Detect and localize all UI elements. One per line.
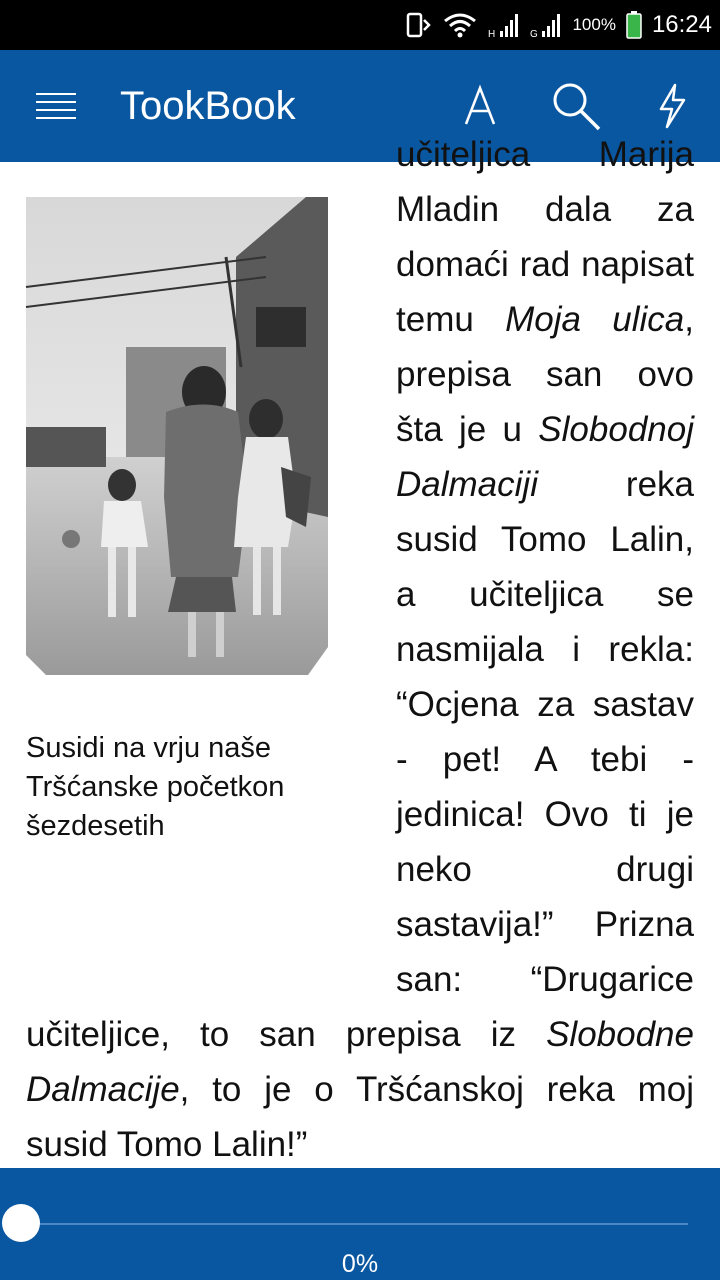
search-icon [550,80,602,132]
caption-line: Susidi na vrju naše [26,732,272,764]
progress-label: 0% [341,1250,379,1278]
svg-text:H: H [488,29,496,40]
progress-slider[interactable] [20,1223,688,1225]
font-size-icon [460,84,500,128]
text-segment: učiteljica Marija Mladin dala za domaći rad napisat temu [396,135,694,339]
caption-line: Tršćanske početkon [26,771,285,803]
signal-g-icon [530,11,562,39]
status-icons [404,0,712,50]
book-text [26,127,694,1172]
bottom-bar [0,1168,720,1280]
app-title: TookBook [120,84,296,128]
caption-line: šezdesetih [26,810,165,842]
photo [26,197,328,675]
battery-percent: 100% [572,15,616,34]
text-segment: , to je o Tršćanskoj reka moj susid Tomo Lalin!” [26,1070,694,1164]
flash-icon [655,83,689,129]
progress-slider-thumb[interactable] [2,1204,40,1242]
figure-caption [26,729,346,846]
text-segment: , prepisa san ovo šta je u [396,300,694,449]
svg-text:G: G [530,29,539,40]
menu-button[interactable] [28,82,84,130]
status-bar [0,0,720,50]
wifi-icon [442,11,478,39]
reader-content[interactable] [0,135,720,1168]
text-italic: Moja ulica [505,300,685,339]
text-italic: Slobodnoj Dalmaciji [396,410,694,504]
signal-h-icon [488,11,520,39]
clock: 16:24 [651,11,712,38]
phone-vibrate-icon [404,11,432,39]
text-italic: Slobodne Dalmacije [26,1015,694,1109]
text-segment: reka susid Tomo Lalin, a učiteljica se nasmijala i rekla: “Ocjena za sastav - pet! A tebi - jedinica! Ovo ti je neko drugi sastavija!” Prizna san: “Drugarice učiteljice, to san prepisa iz [26,465,694,1054]
battery-icon [626,11,642,39]
figure [26,127,376,972]
menu-icon [36,91,76,121]
